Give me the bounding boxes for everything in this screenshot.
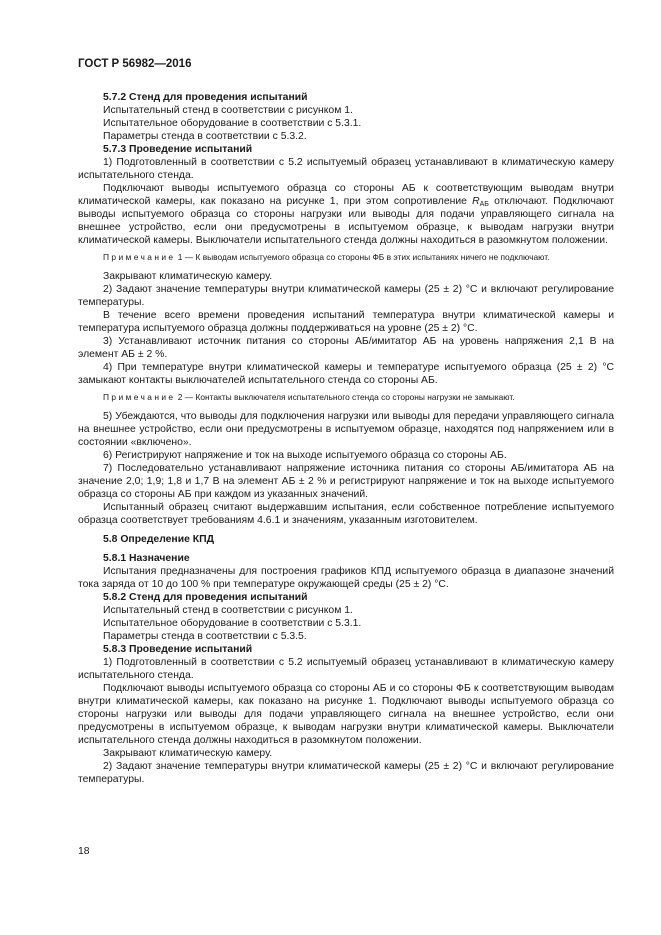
- paragraph: Испытательный стенд в соответствии с рисунком 1.: [103, 605, 353, 616]
- note-text: 1 — К выводам испытуемого образца со стороны ФБ в этих испытаниях ничего не подключают.: [175, 252, 550, 262]
- note-label: Примечание: [103, 252, 176, 262]
- note-1: [78, 251, 614, 263]
- paragraph-text: Подключают выводы испытуемого образца со стороны АБ к соответствующим выводам внутри климатической камеры, как показано на рисунке 1, при этом сопротивление: [78, 183, 614, 207]
- paragraph: Закрывают климатическую камеру.: [103, 748, 273, 759]
- paragraph: Подключают выводы испытуемого образца со стороны АБ и со стороны ФБ к соответствующим выводам внутри климатической камеры, как показано на рисунке 1. Подключают выводы испытуемого образца со стороны нагрузки или выводы для подачи управляющего сигнала на внешнее устройство, если они предусмотрены в испытуемом образце, к выводам нагрузки внутри климатической камеры. Выключатели испытательного стенда должны находиться в разомкнутом положении.: [78, 683, 614, 746]
- section-heading-5-7-2: 5.7.2 Стенд для проведения испытаний: [103, 92, 308, 103]
- section-heading-5-8-2: 5.8.2 Стенд для проведения испытаний: [103, 592, 308, 603]
- paragraph: 6) Регистрируют напряжение и ток на выходе испытуемого образца со стороны АБ.: [103, 450, 507, 461]
- resistance-symbol: R: [472, 196, 480, 207]
- paragraph: Параметры стенда в соответствии с 5.3.5.: [103, 631, 307, 642]
- standard-designation: ГОСТ Р 56982—2016: [78, 58, 192, 70]
- page-number: 18: [78, 846, 90, 857]
- note-label: Примечание: [103, 392, 176, 402]
- paragraph: 5) Убеждаются, что выводы для подключения нагрузки или выводы для передачи управляющего сигнала на внешнее устройство, если они предусмотрены в испытуемом образце, находятся под напряжением или в состоянии «включено».: [78, 411, 614, 448]
- paragraph: Испытанный образец считают выдержавшим испытания, если собственное потребление испытуемого образца соответствует требованиям 4.6.1 и значениям, указанным изготовителем.: [78, 502, 614, 526]
- paragraph: Испытательное оборудование в соответствии с 5.3.1.: [103, 118, 362, 129]
- section-heading-5-7-3: 5.7.3 Проведение испытаний: [103, 144, 253, 155]
- paragraph: 1) Подготовленный в соответствии с 5.2 испытуемый образец устанавливают в климатическую камеру испытательного стенда.: [78, 657, 614, 681]
- section-heading-5-8: 5.8 Определение КПД: [103, 534, 214, 545]
- paragraph-resistance: [78, 182, 614, 247]
- paragraph: 7) Последовательно устанавливают напряжение источника питания со стороны АБ/имитатора АБ на значение 2,0; 1,9; 1,8 и 1,7 В на элемент АБ ± 2 % и регистрируют напряжение и ток на выходе испытуемого образца со стороны АБ при каждом из указанных значений.: [78, 463, 614, 500]
- paragraph: Испытательное оборудование в соответствии с 5.3.1.: [103, 618, 362, 629]
- paragraph: 2) Задают значение температуры внутри климатической камеры (25 ± 2) °C и включают регулирование температуры.: [78, 284, 614, 308]
- paragraph: Испытательный стенд в соответствии с рисунком 1.: [103, 105, 353, 116]
- paragraph: 4) При температуре внутри климатической камеры и температуре испытуемого образца (25 ± 2) °C замыкают контакты выключателей испытательного стенда со стороны АБ.: [78, 362, 614, 386]
- paragraph: 3) Устанавливают источник питания со стороны АБ/имитатор АБ на уровень напряжения 2,1 В на элемент АБ ± 2 %.: [78, 336, 614, 360]
- paragraph: В течение всего времени проведения испытаний температура внутри климатической камеры и температура испытуемого образца должны поддерживаться на уровне (25 ± 2) °C.: [78, 310, 614, 334]
- section-heading-5-8-1: 5.8.1 Назначение: [103, 553, 190, 564]
- section-heading-5-8-3: 5.8.3 Проведение испытаний: [103, 644, 253, 655]
- note-text: 2 — Контакты выключателя испытательного стенда со стороны нагрузки не замыкают.: [175, 392, 515, 402]
- note-2: [78, 391, 614, 403]
- paragraph-text: отключают. Подключают выводы испытуемого образца со стороны нагрузки или выводы для подачи управляющего сигнала на внешнее устройство, если они предусмотрены в испытуемом образце, к выводам нагрузки внутри климатической камеры. Выключатели испытательного стенда должны находиться в разомкнутом положении.: [78, 196, 614, 246]
- paragraph: 2) Задают значение температуры внутри климатической камеры (25 ± 2) °C и включают регулирование температуры.: [78, 761, 614, 785]
- resistance-subscript: АБ: [479, 201, 489, 208]
- paragraph: 1) Подготовленный в соответствии с 5.2 испытуемый образец устанавливают в климатическую камеру испытательного стенда.: [78, 157, 614, 181]
- document-body: [78, 91, 614, 786]
- paragraph: Испытания предназначены для построения графиков КПД испытуемого образца в диапазоне значений тока заряда от 10 до 100 % при температуре окружающей среды (25 ± 2) °C.: [78, 566, 614, 590]
- paragraph: Параметры стенда в соответствии с 5.3.2.: [103, 131, 307, 142]
- paragraph: Закрывают климатическую камеру.: [103, 271, 273, 282]
